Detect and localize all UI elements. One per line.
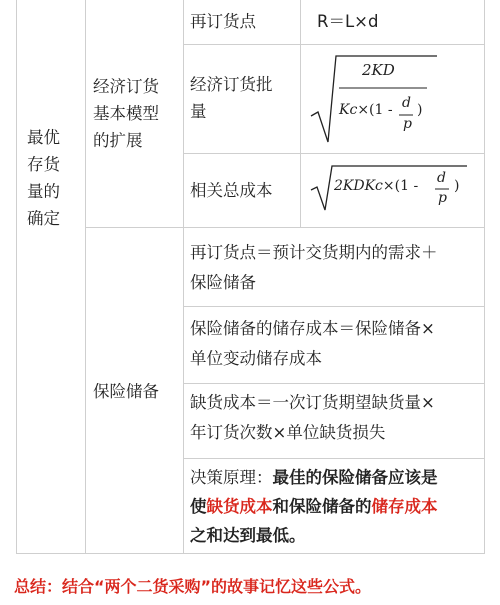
decision-text: 之和达到最低。 (190, 526, 306, 545)
formula-paren: ) (454, 178, 460, 194)
column-divider (183, 0, 184, 553)
section-label-line: 最优 (27, 128, 60, 147)
formula-reorder-point: R＝L×d (317, 12, 379, 31)
decision-text: 最佳的保险储备应该是 (272, 468, 438, 487)
formula-term: 2KDKc (334, 178, 383, 194)
formula-paren: (1 - (394, 178, 419, 194)
text-reorder-point-with-safety-stock (190, 239, 482, 296)
summary-note: 总结：结合“两个二货采购”的故事记忆这些公式。 (14, 577, 372, 596)
text-line: 单位变动储存成本 (190, 349, 322, 368)
row-divider (183, 44, 484, 45)
row-divider (183, 153, 484, 154)
text-line: 保险储备的储存成本＝保险储备× (190, 319, 435, 338)
row-divider (85, 227, 484, 228)
text-stockout-cost (190, 389, 482, 446)
formula-term: Kc (339, 102, 358, 118)
decision-prefix: 决策原理： (190, 468, 273, 487)
formula-operator: × (382, 178, 395, 194)
formula-table (16, 0, 485, 554)
group-label-eoq-extension (93, 73, 181, 154)
formula-total-relevant-cost (309, 160, 479, 220)
row-divider (183, 458, 484, 459)
text-line: 年订货次数×单位缺货损失 (190, 423, 386, 442)
item-line: 量 (190, 102, 207, 121)
group-label-line: 的扩展 (93, 131, 143, 150)
formula-economic-order-quantity (309, 50, 439, 148)
column-divider (85, 0, 86, 553)
row-divider (183, 306, 484, 307)
item-total-relevant-cost: 相关总成本 (190, 181, 273, 200)
group-label-line: 经济订货 (93, 77, 159, 96)
formula-paren: (1 - (369, 102, 393, 118)
text-line: 再订货点＝预计交货期内的需求＋ (190, 243, 438, 262)
group-label-line: 保险储备 (93, 382, 159, 401)
section-label-line: 存货 (27, 155, 60, 174)
text-line: 保险储备 (190, 273, 256, 292)
formula-fraction-den: p (403, 116, 412, 132)
decision-highlight: 储存成本 (371, 497, 438, 516)
item-line: 经济订货批 (190, 75, 273, 94)
group-label-line: 基本模型 (93, 104, 159, 123)
decision-text: 和保险储备的 (272, 497, 372, 516)
decision-highlight: 缺货成本 (206, 497, 273, 516)
formula-fraction-den: p (438, 190, 447, 206)
formula-fraction-num: d (402, 95, 411, 111)
section-label-line: 量的 (27, 182, 60, 201)
section-label-line: 确定 (27, 209, 60, 228)
column-divider (300, 0, 301, 227)
formula-paren: ) (417, 102, 423, 118)
formula-numerator: 2KD (362, 61, 395, 79)
text-decision-principle (190, 463, 482, 550)
item-reorder-point: 再订货点 (190, 12, 256, 31)
text-safety-stock-holding-cost (190, 315, 482, 372)
item-economic-order-quantity (190, 71, 273, 125)
decision-text: 使 (190, 497, 207, 516)
text-line: 缺货成本＝一次订货期望缺货量× (190, 393, 435, 412)
formula-fraction-num: d (437, 170, 446, 186)
section-label (27, 124, 77, 232)
formula-operator: × (357, 102, 370, 118)
row-divider (183, 383, 484, 384)
group-label-safety-stock (93, 378, 159, 405)
